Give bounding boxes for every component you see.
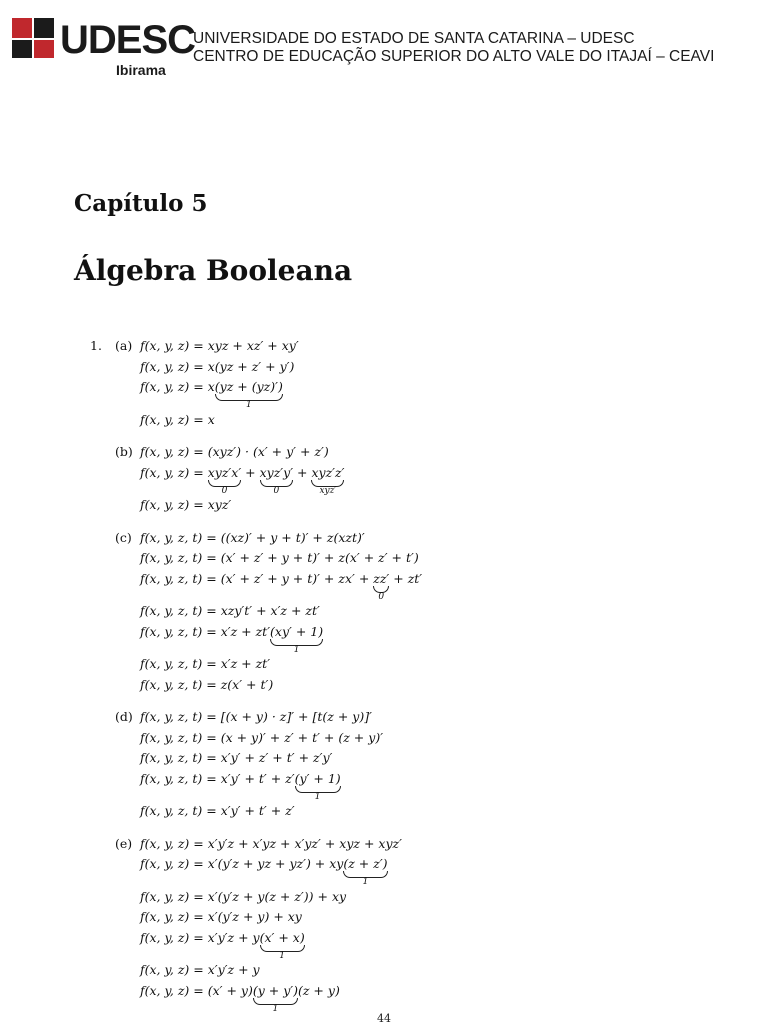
underbrace-label: 0 [273,485,280,496]
underbrace-label: 1 [245,400,252,410]
logo-campus: Ibirama [116,62,166,78]
equation-line: f(x, y, z, t) = z(x′ + t′) [140,676,274,692]
equation-line: f(x, y, z, t) = x′y′ + t′ + z′ [140,803,295,818]
underbrace-group [207,464,242,496]
underbrace-term: xyz′x′ [207,464,242,480]
equation-text: (z + y) [298,982,340,998]
equation-line: f(x, y, z, t) = (x′ + z′ + y + t)′ + z(x′ + z′ + t′) [140,550,419,565]
equation-text: + zt′ [389,570,423,586]
equation-line: f(x, y, z) = (xyz′) · (x′ + y′ + z′) [140,444,329,459]
part-label: (e) [115,835,133,851]
part-label: (a) [115,338,133,353]
equation-line: f(x, y, z) = xyz′ [140,497,232,512]
logo-mark-icon [12,18,56,58]
header-line-2: CENTRO DE EDUCAÇÃO SUPERIOR DO ALTO VALE DO ITAJAÍ – CEAVI [193,48,715,65]
underbrace-term: (yz + (yz)′) [214,379,283,394]
equation-line [140,379,283,410]
equation-line [140,464,345,496]
underbrace-label: xyz′ [319,485,337,496]
underbrace-group [343,856,388,887]
underbrace-term: (xy′ + 1) [270,623,324,639]
equation-line: f(x, y, z, t) = x′z + zt′ [140,656,271,671]
underbrace-group [252,982,298,1014]
underbrace-label: 1 [314,791,321,802]
underbrace-group [373,570,390,602]
equation-line [140,856,388,887]
equation-line: f(x, y, z, t) = xzy′t′ + x′z + zt′ [140,603,320,618]
underbrace-label: 1 [279,950,286,961]
equation-line: f(x, y, z) = xyz + xz′ + xy′ [140,338,299,353]
logo-text: UDESC [60,18,196,62]
equation-line: f(x, y, z) = x′y′z + x′yz + x′yz′ + xyz + xyz′ [140,835,402,851]
part-label: (b) [115,444,133,459]
underbrace-group [270,623,324,655]
equation-line: f(x, y, z) = x [140,411,215,427]
underbrace-term: xyz′y′ [259,464,294,480]
underbrace-label: 1 [362,877,369,887]
underbrace-term: (z + z′) [343,856,388,871]
underbrace-term: (y′ + 1) [294,770,341,786]
underbrace-term: xyz′z′ [311,464,345,480]
part-label: (c) [115,529,132,545]
equation-line: f(x, y, z, t) = (x + y)′ + z′ + t′ + (z + y)′ [140,729,384,745]
equation-text: f(x, y, z, t) = x′y′ + t′ + z′ [140,770,295,786]
equation-text: f(x, y, z) = [140,464,208,480]
chapter-title: Álgebra Booleana [74,254,353,287]
equation-line [140,770,341,802]
equation-line: f(x, y, z) = x′(y′z + y(z + z′)) + xy [140,888,347,904]
equation-text: f(x, y, z, t) = x′z + zt′ [140,623,271,639]
udesc-logo [10,14,196,78]
underbrace-label: 1 [272,1003,279,1014]
underbrace-group [311,464,345,496]
underbrace-group [294,770,341,802]
equation-text: f(x, y, z, t) = (x′ + z′ + y + t)′ + zx′ + [140,570,374,586]
equation-text: f(x, y, z) = x′(y′z + yz + yz′) + xy [140,856,344,871]
underbrace-term: zz′ [373,570,390,586]
equation-line [140,623,324,655]
underbrace-label: 0 [221,485,228,496]
equation-text: + [241,464,260,480]
page-header [0,0,768,90]
equation-line: f(x, y, z) = x′(y′z + y) + xy [140,909,302,924]
underbrace-term: (x′ + x) [259,929,305,945]
underbrace-label: 0 [378,591,385,602]
equation-line: f(x, y, z, t) = [(x + y) · z]′ + [t(z + y)]′ [140,709,372,724]
part-label: (d) [115,709,133,724]
chapter-heading: Capítulo 5 [74,190,208,217]
equation-text: f(x, y, z) = x′y′z + y [140,929,260,945]
underbrace-term: (y + y′) [252,982,298,998]
header-line-1: UNIVERSIDADE DO ESTADO DE SANTA CATARINA – UDESC [193,30,635,47]
page-number: 44 [377,1012,391,1025]
underbrace-group [214,379,283,410]
equation-line [140,929,305,961]
equation-line [140,982,340,1014]
underbrace-group [259,464,294,496]
equation-line: f(x, y, z) = x(yz + z′ + y′) [140,358,295,374]
equation-line [140,570,423,602]
equation-line: f(x, y, z) = x′y′z + y [140,962,260,977]
exercise-number: 1. [90,338,102,353]
underbrace-label: 1 [293,644,300,655]
equation-text: f(x, y, z) = x [140,379,215,394]
equation-text: + [293,464,312,480]
equation-line: f(x, y, z, t) = x′y′ + z′ + t′ + z′y′ [140,750,333,765]
underbrace-group [259,929,305,961]
equation-text: f(x, y, z) = (x′ + y) [140,982,253,998]
equation-line: f(x, y, z, t) = ((xz)′ + y + t)′ + z(xzt)′ [140,529,365,545]
